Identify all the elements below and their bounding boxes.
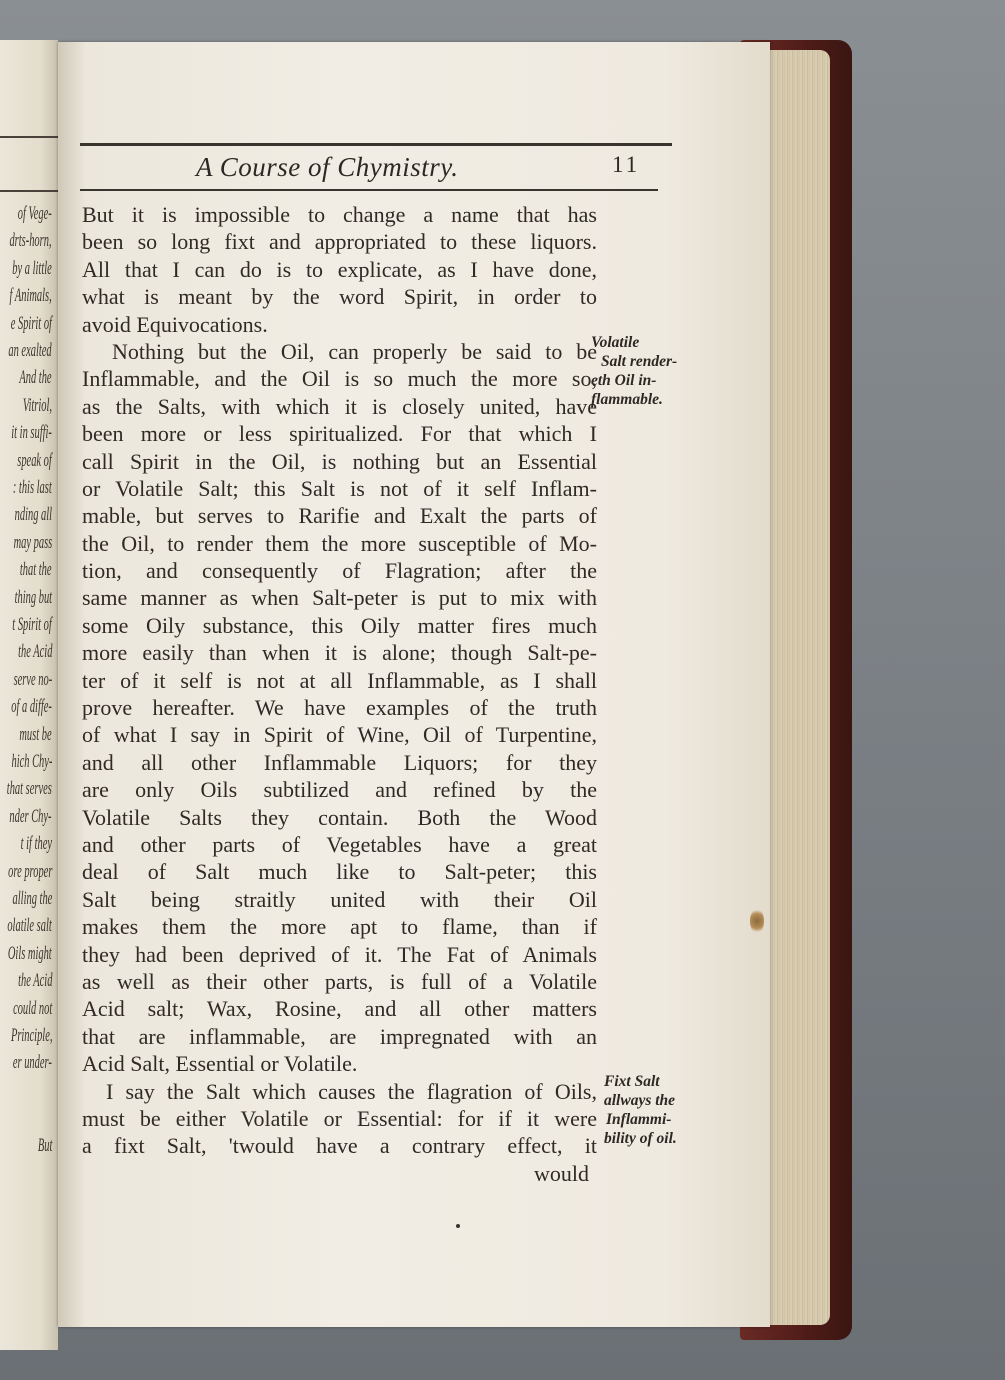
text-line: deal of Salt much like to Salt-peter; this [82,859,597,885]
margin-note-volatile-salt [591,333,677,409]
left-page-fragment: of Vege- [18,203,52,224]
left-page-fragment: thing but [14,586,52,608]
left-page-fragment: it in suffi- [11,422,52,444]
body-text [82,201,597,1187]
text-line: same manner as when Salt-peter is put to mix with [82,585,597,611]
left-page-fragment: the Acid [17,970,52,992]
text-line: some Oily substance, this Oily matter fires much [82,612,597,638]
left-page-fragment: ore proper [7,860,52,882]
text-line: a fixt Salt, 'twould have a contrary effect, it [82,1133,597,1159]
text-line: ter of it self is not at all Inflammable, as I shall [82,667,597,693]
text-line: tion, and consequently of Flagration; after the [82,558,597,584]
left-page-fragment: serve no- [13,668,52,690]
text-line: been more or less spiritualized. For that which I [82,421,597,447]
left-page-fragment: alling the [12,888,52,909]
text-line: I say the Salt which causes the flagration of Oils, [106,1078,597,1104]
left-page-fragment: could not [12,997,52,1019]
text-line: Nothing but the Oil, can properly be said to be [112,338,597,364]
ink-dot [456,1224,460,1228]
text-line: as the Salts, with which it is closely united, have [82,393,597,419]
page-fore-edge [768,50,830,1325]
paper-stain [750,908,764,934]
header-rule-bottom [80,189,658,191]
left-page-fragment: by a little [12,257,52,279]
left-page-fragment: that serves [7,778,52,800]
left-page-fragment: Oils might [8,942,52,964]
left-page-fragment: drts-horn, [9,230,52,252]
left-page-fragment: But [37,1134,52,1156]
text-line: prove hereafter. We have examples of the truth [82,695,597,721]
left-page-fragment: t if they [20,833,52,855]
text-line: Acid salt; Wax, Rosine, and all other matters [82,996,597,1022]
left-page-rule [0,136,58,138]
margin-note-line: allways the [604,1092,676,1109]
left-page-fragment: olatile salt [7,915,52,937]
text-line: But it is impossible to change a name that has [82,202,597,227]
margin-note-line: Fixt Salt [604,1073,660,1090]
text-line: as well as their other parts, is full of a Volatile [82,968,597,994]
text-line: what is meant by the word Spirit, in order to [82,284,597,310]
margin-note-line: Inflammi- [606,1111,672,1128]
left-page-fragment: er under- [13,1052,52,1074]
text-line: call Spirit in the Oil, is nothing but an Essential [82,448,597,474]
text-line: the Oil, to render them the more susceptible of Mo- [82,530,597,556]
left-page-fragment: Vitriol, [22,394,52,416]
margin-note-line: Volatile [591,334,640,351]
text-line: and all other Inflammable Liquors; for they [82,749,597,775]
left-page-fragment: of a diffe- [11,696,52,718]
text-line: more easily than when it is alone; though Salt-pe- [82,640,597,666]
text-line: makes them the more apt to flame, than if [82,914,597,940]
page-number: 11 [612,152,641,177]
left-page-fragment: : this last [13,477,52,498]
left-page-fragment: e Spirit of [10,312,52,334]
text-line: must be either Volatile or Essential: for if it were [82,1105,597,1131]
left-page-fragment: nding all [14,504,52,526]
text-line: avoid Equivocations. [82,311,268,337]
text-line: of what I say in Spirit of Wine, Oil of Turpentine, [82,722,597,748]
running-head-title: A Course of Chymistry. [196,152,459,182]
text-line: are only Oils subtilized and refined by the [82,777,597,803]
text-line: Acid Salt, Essential or Volatile. [82,1051,358,1077]
left-page-fragment: And the [19,367,52,389]
left-page-fragment: Principle, [10,1025,52,1046]
text-line: All that I can do is to explicate, as I have done, [82,256,597,282]
left-page-fragment: may pass [13,531,52,553]
left-page-fragment: the Acid [17,641,52,663]
left-page-fragment: that the [20,559,52,581]
margin-note-fixt-salt [604,1072,677,1148]
left-page-fragment: an exalted [8,340,52,361]
text-line: that are inflammable, are impregnated with an [82,1023,597,1049]
left-page-fragment: t Spirit of [12,614,52,635]
margin-note-line: eth Oil in- [591,372,657,389]
left-page-rule [0,190,58,192]
text-line: Salt being straitly united with their Oil [82,886,597,912]
catchword: would [534,1160,589,1186]
text-line: Inflammable, and the Oil is so much the more so, [82,366,597,392]
margin-note-line: flammable. [591,391,663,408]
text-line: been so long fixt and appropriated to these liquors. [82,229,597,255]
left-page-fragment: hich Chy- [11,751,52,772]
left-page-edge [0,40,58,1350]
margin-note-line: bility of oil. [604,1130,677,1147]
text-line: they had been deprived of it. The Fat of Animals [82,941,597,967]
header-rule-top [80,143,672,146]
text-line: mable, but serves to Rarifie and Exalt the parts of [82,503,597,529]
text-line: and other parts of Vegetables have a great [82,831,597,857]
margin-note-line: Salt render- [601,353,678,370]
left-page-fragment: must be [19,723,52,745]
text-line: Volatile Salts they contain. Both the Wood [82,804,597,830]
left-page-fragment: nder Chy- [9,805,52,827]
left-page-fragment: speak of [17,449,52,471]
left-page-fragment: f Animals, [9,285,52,307]
text-line: or Volatile Salt; this Salt is not of it self Inflam- [82,475,597,501]
